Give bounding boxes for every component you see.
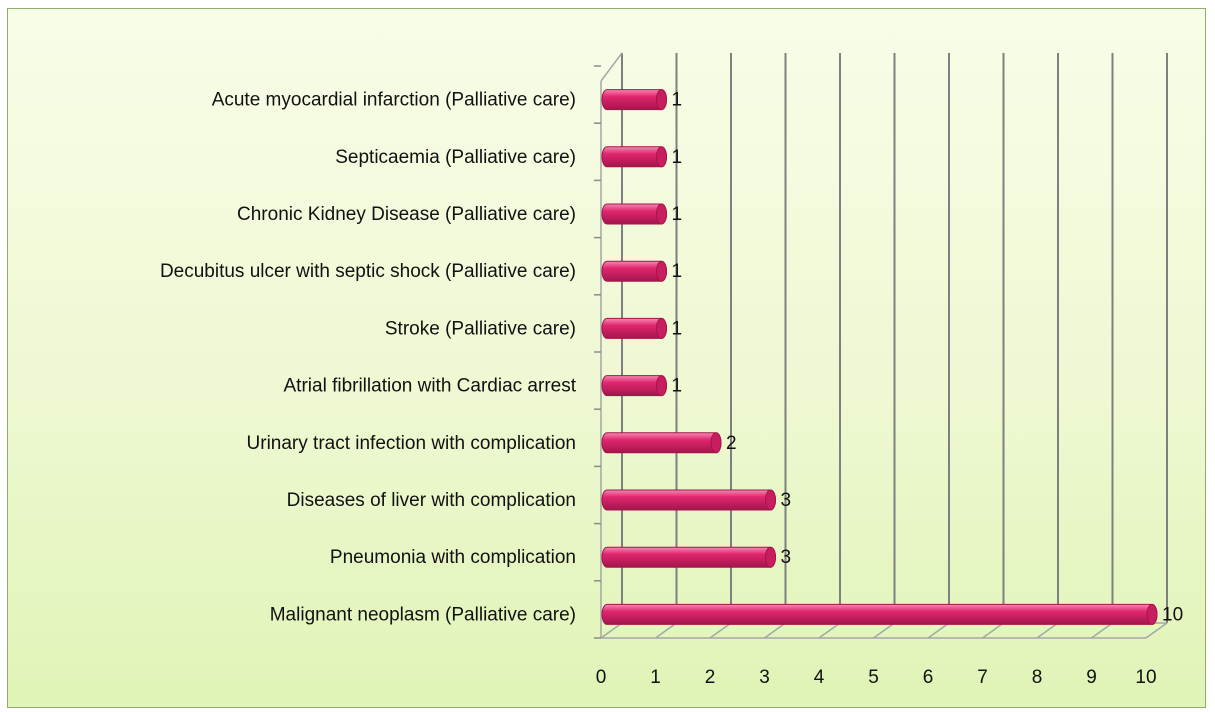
data-label: 3 bbox=[780, 490, 792, 511]
data-label: 1 bbox=[671, 375, 683, 397]
floor-line-2 bbox=[710, 623, 731, 638]
x-tick-label: 7 bbox=[977, 667, 988, 688]
y-axis bbox=[160, 90, 577, 626]
category-label: Diseases of liver with complication bbox=[286, 490, 576, 511]
category-label: Stroke (Palliative care) bbox=[384, 318, 576, 340]
data-labels bbox=[672, 90, 1184, 626]
bar-end-cap bbox=[766, 547, 776, 567]
x-tick-label: 1 bbox=[650, 667, 661, 688]
x-tick-label: 3 bbox=[759, 667, 770, 688]
axis-top-diagonal bbox=[601, 53, 622, 81]
x-tick-label: 2 bbox=[704, 667, 716, 688]
floor-line-9 bbox=[1092, 623, 1113, 638]
bar-end-cap bbox=[657, 318, 667, 338]
bar-end-cap bbox=[657, 204, 667, 224]
bars bbox=[602, 90, 1157, 625]
bar bbox=[602, 90, 667, 110]
data-label: 1 bbox=[671, 89, 683, 111]
bar-body bbox=[602, 604, 1157, 624]
bar-end-cap bbox=[657, 90, 667, 110]
floor-line-6 bbox=[928, 623, 949, 638]
data-label: 2 bbox=[726, 432, 737, 454]
bar bbox=[602, 261, 667, 281]
floor-line-4 bbox=[819, 623, 840, 638]
data-label: 1 bbox=[671, 146, 683, 168]
category-label: Urinary tract infection with complication bbox=[246, 432, 576, 454]
bar-end-cap bbox=[766, 490, 776, 510]
bar-end-cap bbox=[1147, 604, 1157, 624]
floor-line-1 bbox=[656, 623, 677, 638]
bar-end-cap bbox=[711, 433, 721, 453]
floor-line-7 bbox=[983, 623, 1004, 638]
bar bbox=[602, 490, 776, 510]
x-tick-label: 9 bbox=[1086, 667, 1097, 688]
x-tick-label: 0 bbox=[595, 667, 607, 688]
floor-line-5 bbox=[874, 623, 895, 638]
x-tick-label: 5 bbox=[868, 667, 879, 688]
data-label: 1 bbox=[671, 204, 683, 225]
x-tick-label: 6 bbox=[922, 667, 934, 688]
bar bbox=[602, 604, 1157, 624]
x-tick-label: 10 bbox=[1135, 667, 1157, 688]
x-tick-label: 8 bbox=[1031, 667, 1043, 688]
floor-line-0 bbox=[601, 623, 622, 638]
category-label: Septicaemia (Palliative care) bbox=[335, 146, 576, 168]
data-label: 1 bbox=[671, 318, 683, 340]
bar-body bbox=[602, 547, 776, 567]
bar bbox=[602, 376, 667, 396]
bar-end-cap bbox=[657, 261, 667, 281]
floor-line-3 bbox=[765, 623, 786, 638]
x-axis bbox=[596, 667, 1157, 688]
bar bbox=[602, 147, 667, 167]
bar bbox=[602, 318, 667, 338]
data-label: 1 bbox=[671, 261, 683, 283]
category-label: Pneumonia with complication bbox=[329, 547, 576, 569]
floor-line-8 bbox=[1037, 623, 1058, 638]
bar-end-cap bbox=[657, 376, 667, 396]
bar-end-cap bbox=[657, 147, 667, 167]
x-tick-label: 4 bbox=[813, 667, 825, 688]
bar bbox=[602, 547, 776, 567]
category-label: Decubitus ulcer with septic shock (Palliative care) bbox=[159, 261, 576, 283]
category-label: Atrial fibrillation with Cardiac arrest bbox=[283, 375, 576, 397]
bar-body bbox=[602, 433, 721, 453]
bar bbox=[602, 433, 721, 453]
bar bbox=[602, 204, 667, 224]
data-label: 10 bbox=[1162, 604, 1184, 626]
bar-body bbox=[602, 490, 776, 510]
category-label: Chronic Kidney Disease (Palliative care) bbox=[237, 204, 576, 225]
category-label: Acute myocardial infarction (Palliative care) bbox=[211, 89, 576, 111]
data-label: 3 bbox=[780, 547, 792, 569]
category-label: Malignant neoplasm (Palliative care) bbox=[269, 604, 576, 626]
